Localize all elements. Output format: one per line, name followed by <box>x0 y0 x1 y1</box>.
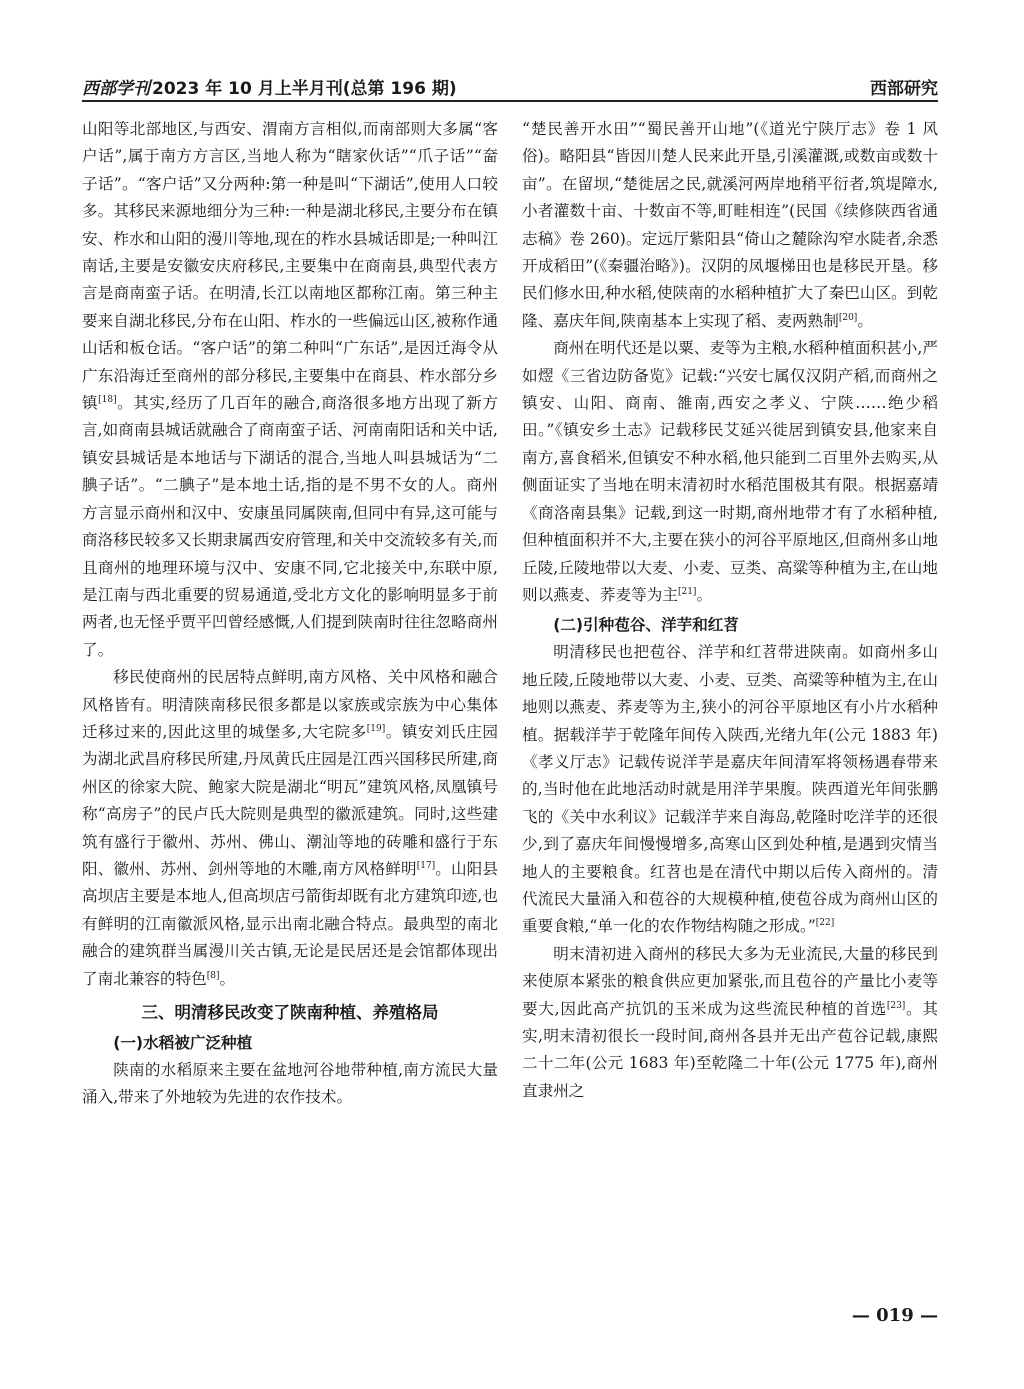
citation[interactable]: [8] <box>206 970 220 981</box>
citation[interactable]: [17] <box>416 860 436 871</box>
paragraph: “楚民善开水田”“蜀民善开山地”(《道光宁陕厅志》卷 1 风俗)。略阳县“皆因川楚人民来此开垦,引溪灌溉,或数亩或数十亩”。在留坝,“楚徙居之民,就溪河两岸地稍平衍者,筑堤障水,小者灌数十亩、十数亩不等,町畦相连”(民国《续修陕西省通志稿》卷 260)。定远厅紫阳县“倚山之麓除沟窄水陡者,余悉开成稻田”(《秦疆治略》)。汉阴的凤堰梯田也是移民开垦。移民们修水田,种水稻,使陕南的水稻种植扩大了秦巴山区。到乾隆、嘉庆年间,陕南基本上实现了稻、麦两熟制[20]。 <box>522 120 938 330</box>
issue-info: 2023 年 10 月上半月刊(总第 196 期) <box>152 79 457 99</box>
paragraph: 山阳等北部地区,与西安、渭南方言相似,而南部则大多属“客户话”,属于南方方言区,当地人称为“瞎家伙话”“爪子话”“奤子话”。“客户话”又分两种:第一种是叫“下湖话”,使用人口较多。其移民来源地细分为三种:一种是湖北移民,主要分布在镇安、柞水和山阳的漫川等地,现在的柞水县城话即是;一种叫江南话,主要是安徽安庆府移民,主要集中在商南县,典型代表方言是商南蛮子话。在明清,长江以南地区都称江南。第三种主要来自湖北移民,分布在山阳、柞水的一些偏远山区,被称作通山话和板仓话。“客户话”的第二种叫“广东话”,是因迁海令从广东沿海迁至商州的部分移民,主要集中在商县、柞水部分乡镇[18]。其实,经历了几百年的融合,商洛很多地方出现了新方言,如商南县城话就融合了商南蛮子话、河南南阳话和关中话,镇安县城话是本地话与下湖话的混合,当地人叫县城话为“二腆子话”。“二腆子”是本地土话,指的是不男不女的人。商州方言显示商州和汉中、安康虽同属陕南,但同中有异,这可能与商洛移民较多又长期隶属西安府管理,和关中交流较多有关,而且商州的地理环境与汉中、安康不同,它北接关中,东联中原,是江南与西北重要的贸易通道,受北方文化的影响明显多于前两者,也无怪乎贾平凹曾经感慨,人们提到陕南时往往忽略商州了。 <box>82 120 498 659</box>
citation[interactable]: [20] <box>838 312 858 323</box>
paragraph: 商州在明代还是以粟、麦等为主粮,水稻种植面积甚小,严如熤《三省边防备览》记载:“兴安七属仅汉阴产稻,而商州之镇安、山阳、商南、雒南,西安之孝义、宁陕……绝少稻田。”《镇安乡土志》记载移民艾延兴徙居到镇安县,他家来自南方,喜食稻米,但镇安不种水稻,他只能到二百里外去购买,从侧面证实了当地在明末清初时水稻范围极其有限。根据嘉靖《商洛南县集》记载,到这一时期,商州地带才有了水稻种植,但种植面积并不大,主要在狭小的河谷平原地区,但商州多山地丘陵,丘陵地带以大麦、小麦、豆类、高粱等种植为主,在山地则以燕麦、荞麦等为主[21]。 <box>522 339 938 604</box>
section-heading: 三、明清移民改变了陕南种植、养殖格局 <box>141 1003 439 1022</box>
paragraph: 明清移民也把苞谷、洋芋和红苕带进陕南。如商州多山地丘陵,丘陵地带以大麦、小麦、豆类、高粱等种植为主,在山地则以燕麦、荞麦等为主,狭小的河谷平原地区有小片水稻种植。据载洋芋于乾隆年间传入陕西,光绪九年(公元 1883 年)《孝义厅志》记载传说洋芋是嘉庆年间清军将领杨遇春带来的,当时他在此地活动时就是用洋芋果腹。陕西道光年间张鹏飞的《关中水利议》记载洋芋来自海岛,乾隆时吃洋芋的还很少,到了嘉庆年间慢慢增多,高寒山区到处种植,是遇到灾情当地人的主要粮食。红苕也是在清代中期以后传入商州的。清代流民大量涌入和苞谷的大规模种植,使苞谷成为商州山区的重要食粮,“单一化的农作物结构随之形成。”[22] <box>522 643 938 936</box>
citation[interactable]: [21] <box>677 586 697 597</box>
header-rule <box>82 100 938 102</box>
running-header <box>82 70 938 100</box>
citation[interactable]: [22] <box>815 918 835 929</box>
page-number: — 019 — <box>851 1305 938 1326</box>
journal-logo: 西部学刊 <box>82 79 150 99</box>
section-title: 西部研究 <box>870 79 938 99</box>
citation[interactable]: [19] <box>366 723 386 734</box>
citation[interactable]: [18] <box>98 394 117 405</box>
right-column <box>522 116 938 1105</box>
subsection-heading: (一)水稻被广泛种植 <box>113 1034 253 1052</box>
paragraph: 明末清初进入商州的移民大多为无业流民,大量的移民到来使原本紧张的粮食供应更加紧张,而且苞谷的产量比小麦等要大,因此高产抗饥的玉米成为这些流民种植的首选[23]。其实,明末清初很长一段时间,商州各县并无出产苞谷记载,康熙二十二年(公元 1683 年)至乾隆二十年(公元 1775 年),商州直隶州之 <box>522 944 938 1100</box>
paragraph: 陕南的水稻原来主要在盆地河谷地带种植,南方流民大量涌入,带来了外地较为先进的农作技术。 <box>82 1061 498 1107</box>
subsection-heading: (二)引种苞谷、洋芋和红苕 <box>553 616 739 635</box>
left-column <box>82 116 498 1112</box>
journal-brand <box>82 74 457 99</box>
citation[interactable]: [23] <box>886 1000 906 1011</box>
paragraph: 移民使商州的民居特点鲜明,南方风格、关中风格和融合风格皆有。明清陕南移民很多都是以家族或宗族为中心集体迁移过来的,因此这里的城堡多,大宅院多[19]。镇安刘氏庄园为湖北武昌府移民所建,丹凤黄氏庄园是江西兴国移民所建,商州区的徐家大院、鲍家大院是湖北“明瓦”建筑风格,凤凰镇号称“高房子”的民卢氏大院则是典型的徽派建筑。同时,这些建筑有盛行于徽州、苏州、佛山、潮汕等地的砖雕和盛行于东阳、徽州、苏州、剑州等地的木雕,南方风格鲜明[17]。山阳县高坝店主要是本地人,但高坝店弓箭街却既有北方建筑印迹,也有鲜明的江南徽派风格,显示出南北融合特点。最典型的南北融合的建筑群当属漫川关古镇,无论是民居还是会馆都体现出了南北兼容的特色[8]。 <box>82 668 498 988</box>
